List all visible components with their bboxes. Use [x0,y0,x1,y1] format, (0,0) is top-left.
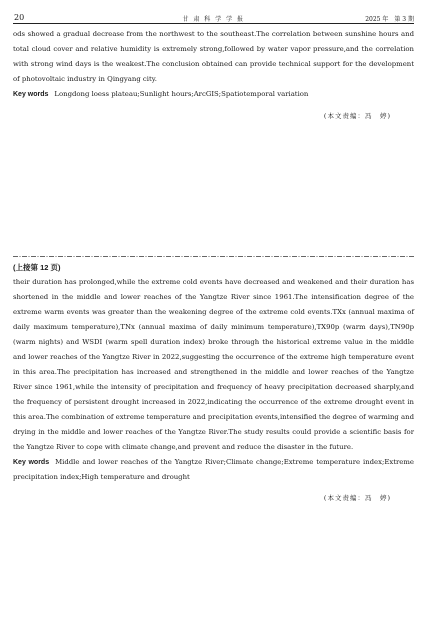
article-two-paragraph: their duration has prolonged,while the extreme cold events have decreased and weakened and their duration has shortened in the middle and lower reaches of the Yangtze River since 1961.The intensification degree of the extreme warm events was greater than the weakening degree of the extreme cold events.TXx (annual maxima of daily maximum temperature),TNx (annual maxima of daily minimum temperature),TX90p (warm days),TN90p (warm nights) and WSDI (warm spell duration index) broke through the historical extreme value in the middle and lower reaches of the Yangtze River in 2022,suggesting the occurrence of the extreme high temperature event in this area.The precipitation has increased and strengthened in the middle and lower reaches of the Yangtze River since 1961,while the intensity of precipitation and frequency of heavy precipitation decreased sharply,and the frequency of persistent drought increased in 2022,indicating the occurrence of the extreme drought event in this area.The combination of extreme temperature and precipitation events,intensified the degree of warming and drying in the middle and lower reaches of the Yangtze River.The study results could provide a scientific basis for the Yangtze River to cope with climate change,and prevent and reduce the disaster in the future. [13,278,414,451]
article-one-paragraph: ods showed a gradual decrease from the northwest to the southeast.The correlation between sunshine hours and total cloud cover and relative humidity is extremely strong,followed by water vapor pressure,and the correlation with strong wind days is the weakest.The conclusion obtained can provide technical support for the development of photovoltaic industry in Qingyang city. [13,30,414,83]
keywords-label: Key words [13,91,49,98]
keywords-label: Key words [13,459,50,466]
header-rule [13,23,414,24]
article-one-keywords [13,87,414,102]
page-number: 20 [14,13,25,22]
article-divider [13,255,414,258]
article-one-editor: (本文责编：冯 婷) [323,112,391,120]
article-two-keywords [13,455,414,485]
continued-from-label: (上接第 12 页) [13,263,61,272]
keywords-text: Middle and lower reaches of the Yangtze River;Climate change;Extreme temperature index;Extreme precipitation index;High temperature and drought [13,458,414,481]
article-two-text [13,275,414,485]
article-one-text [13,27,414,102]
keywords-text: Longdong loess plateau;Sunlight hours;ArcGIS;Spatiotemporal variation [54,90,309,98]
issue-label: 2025 年 第 3 期 [365,16,414,23]
article-two-editor: (本文责编：冯 婷) [323,494,391,502]
journal-name: 甘 肃 科 学 学 报 [182,16,245,23]
